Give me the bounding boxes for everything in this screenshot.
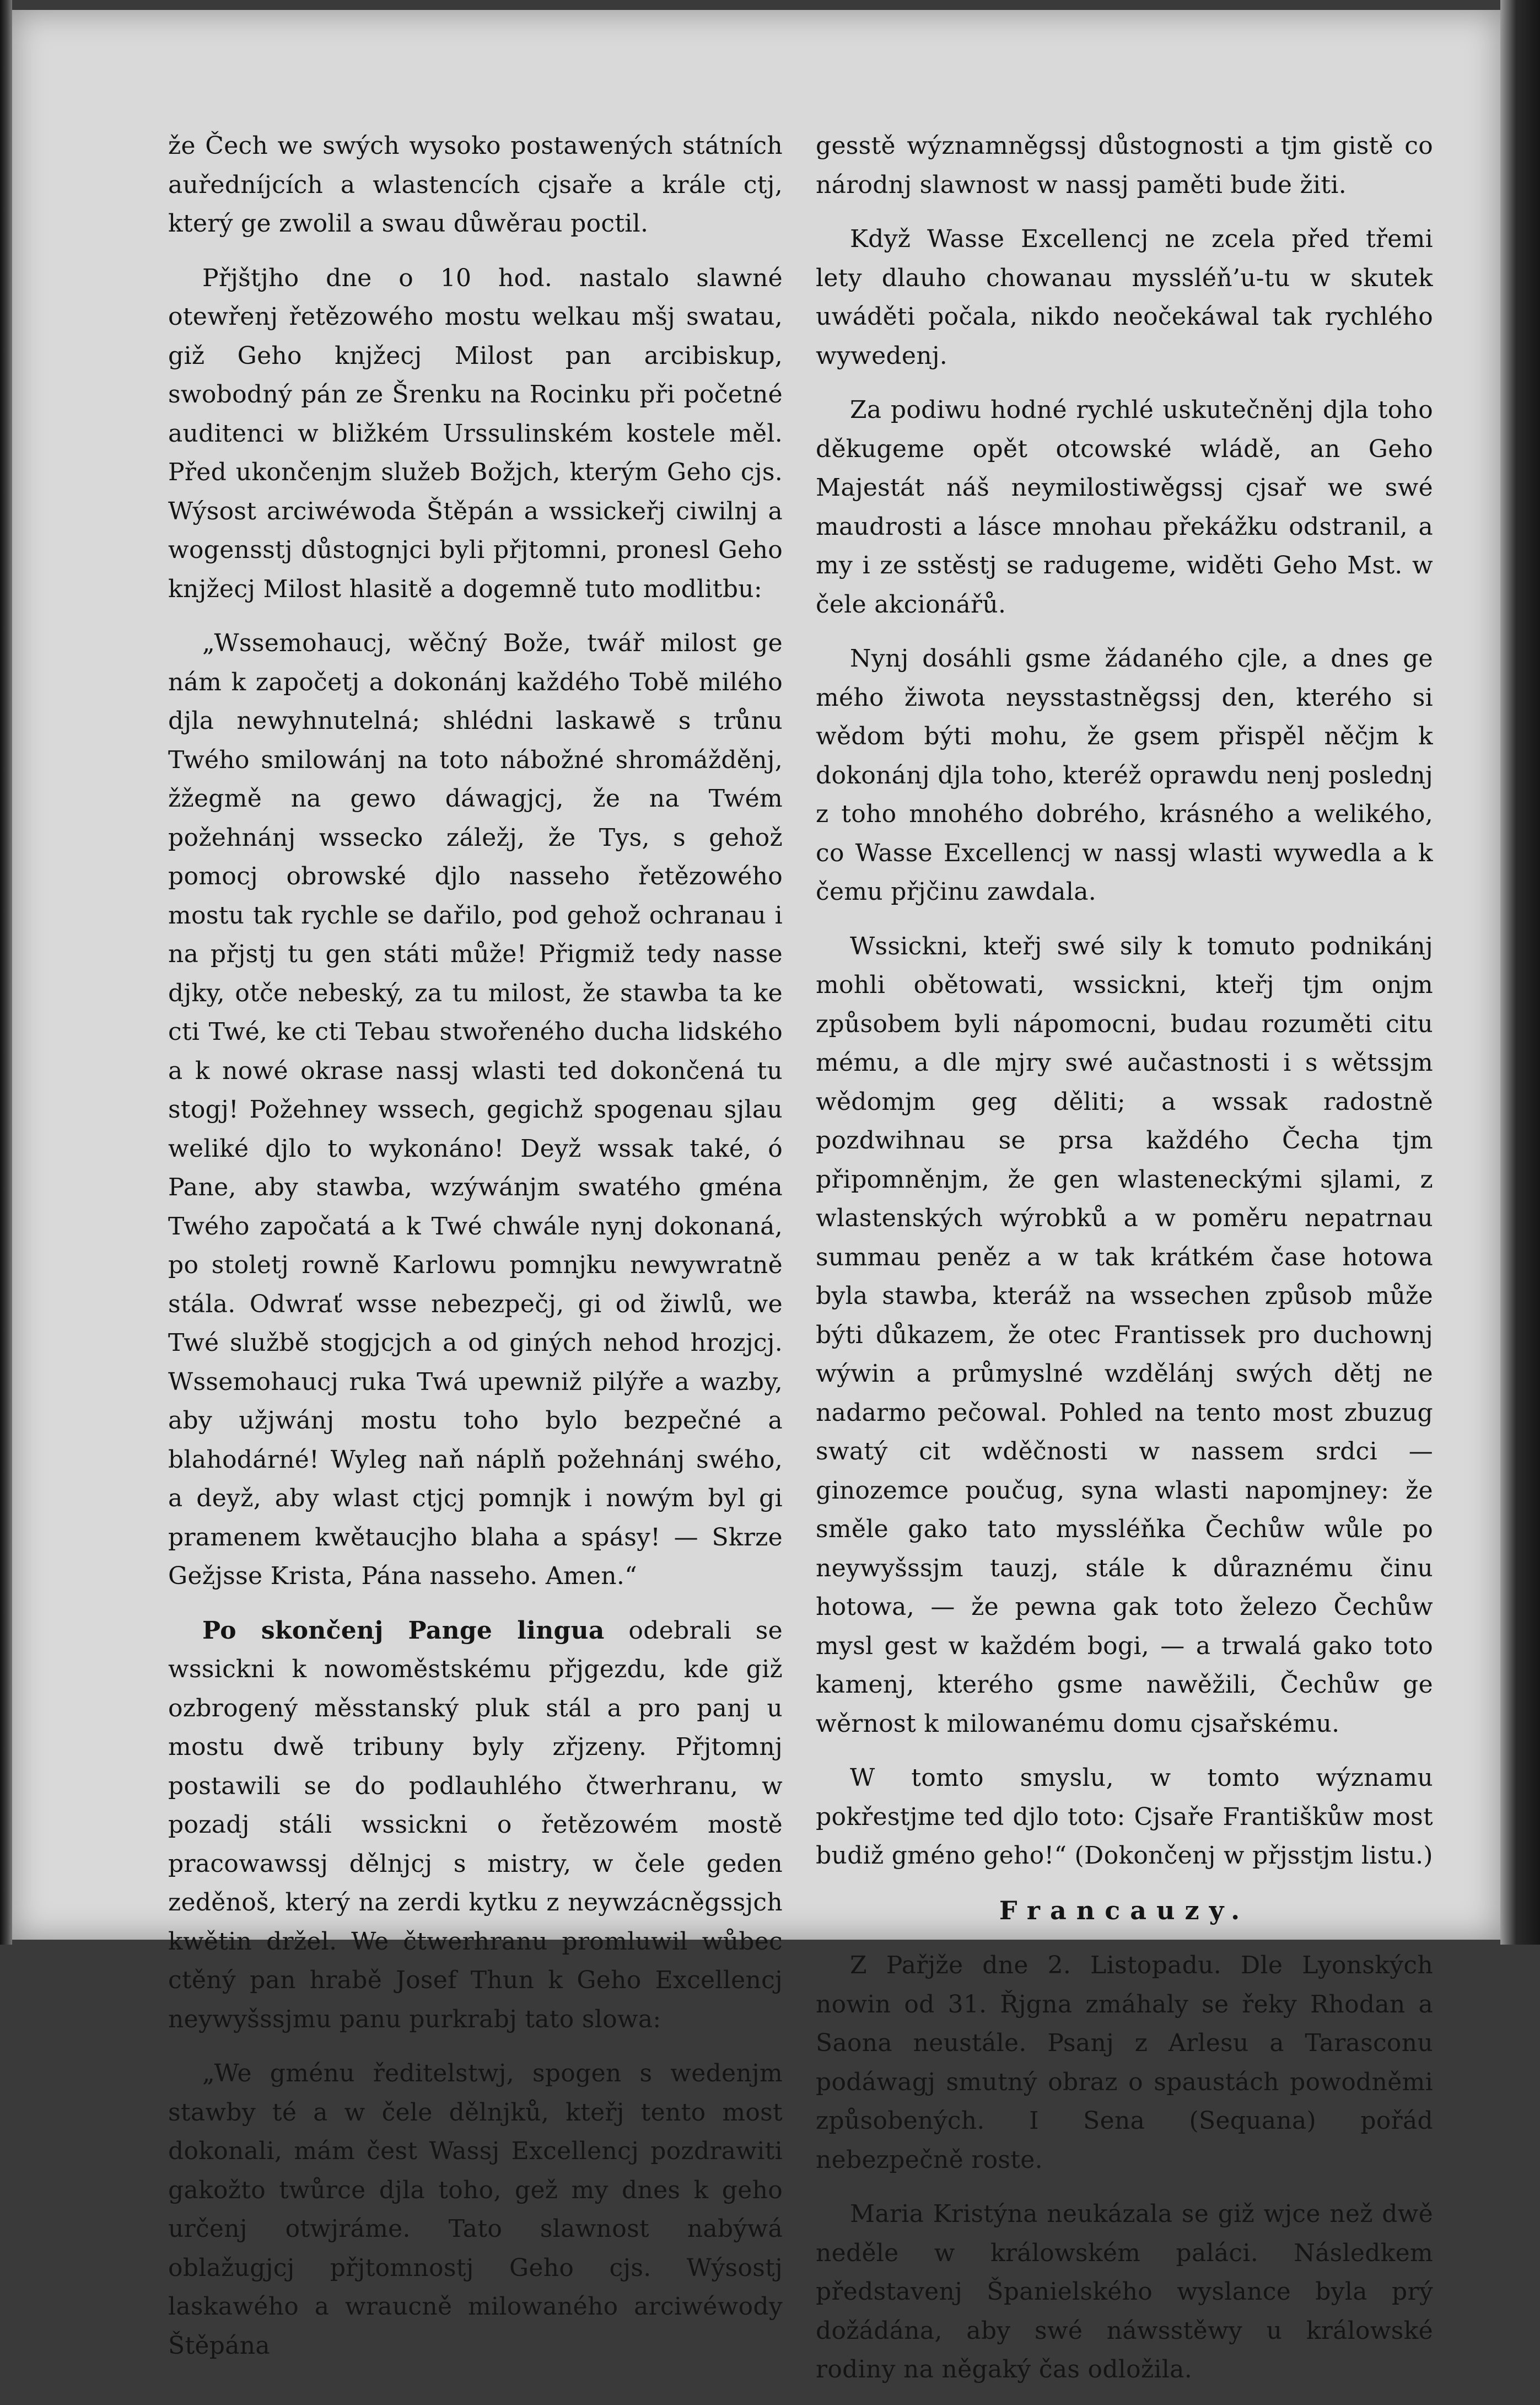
speech-paragraph: „We gménu ředitelstwj, spogen s wedenjm stawby té a w čele dělnjků, kteřj tento most dokonali, mám čest Wassj Excellencj pozdrawiti gakožto twůrce djla toho, gež my dnes k geho určenj otwjráme. Tato slawnost nabýwá oblažugjcj přjtomnostj Geho cjs. Wýsostj laskawého a wraucně milowaného arciwéwody Štěpána xyxy=(168,2059,783,2360)
paragraph: Wssickni, kteřj swé sily k tomuto podnikánj mohli obětowati, wssickni, kteřj tjm onjm způsobem byli nápomocni, budau rozuměti citu mému, a dle mjry swé aučastnosti i s wětssjm wědomjm geg děliti; a wssak radostně pozdwihnau se prsa každého Čecha tjm připomněnjm, že gen wlasteneckými sjlami, z wlastenských wýrobků a w poměru nepatrnau summau peněz a w tak krátkém čase hotowa byla stawba, kteráž na wssechen způsob může býti důkazem, že otec Frantissek pro duchownj wýwin a průmyslné wzdělánj swých dětj ne nadarmo pečowal. Pohled na tento most zbuzug swatý cit wděčnosti w nassem srdci — ginozemce poučug, syna wlasti napomjney: že směle gako tato myssléňka Čechůw wůle po neywyšssjm tauzj, stále k důraznému činu hotowa, — že pewna gak toto železo Čechůw mysl gest w každém bogi, — a trwalá gako toto kamenj, kterého gsme nawěžili, Čechůw ge wěrnost k milowanému domu cjsařskému. xyxy=(816,932,1433,1738)
paragraph: Za podiwu hodné rychlé uskutečněnj djla toho děkugeme opět otcowské wládě, an Geho Majestát náš neymilostiwěgssj cjsař we swé maudrosti a lásce mnohau překážku odstranil, a my i ze sstěstj se radugeme, widěti Geho Mst. w čele akcionářů. xyxy=(816,396,1433,619)
paragraph: Nynj dosáhli gsme žádaného cjle, a dnes ge mého žiwota neysstastněgssj den, kterého si wědom býti mohu, že gsem přispěl něčjm k dokonánj djla toho, kteréž oprawdu nenj poslednj z toho mnohého dobrého, krásného a welikého, co Wasse Excellencj w nassj wlasti wywedla a k čemu přjčinu zawdala. xyxy=(816,645,1433,906)
news-paragraph: Z Pařjže dne 2. Listopadu. Dle Lyonských nowin od 31. Řjgna zmáhaly se řeky Rhodan a Saona neustále. Psanj z Arlesu a Tarasconu podáwagj smutný obraz o spaustách powodněmi způsobených. I Sena (Sequana) pořád nebezpečně roste. xyxy=(816,1951,1433,2174)
paragraph: gesstě wýznamněgssj důstognosti a tjm gistě co národnj slawnost w nassj paměti bude žiti. xyxy=(816,132,1433,199)
paragraph: Přjštjho dne o 10 hod. nastalo slawné otewřenj řetězowého mostu welkau mšj swatau, giž Geho knjžecj Milost pan arcibiskup, swobodný pán ze Šrenku na Rocinku při početné auditenci w bližkém Urssulinském kostele měl. Před ukončenjm služeb Božjch, kterým Geho cjs. Wýsost arciwéwoda Štěpán a wssickeřj ciwilnj a wogensstj důstognjci byli přjtomni, pronesl Geho knjžecj Milost hlasitě a dogemně tuto modlitbu: xyxy=(168,264,783,603)
right-column xyxy=(816,127,1433,2405)
prayer-paragraph: „Wssemohaucj, wěčný Bože, twář milost ge nám k započetj a dokonánj každého Tobě milého djla newyhnutelná; shlédni laskawě s trůnu Twého smilowánj na toto nábožné shromážděnj, žžegmě na gewo dáwagjcj, že na Twém požehnánj wssecko záležj, že Tys, s gehož pomocj obrowské djlo nasseho řetězowého mostu tak rychle se dařilo, pod gehož ochranau i na přjstj tu gen státi může! Přigmiž tedy nasse djky, otče nebeský, za tu milost, že stawba ta ke cti Twé, ke cti Tebau stwořeného ducha lidského a k nowé okrase nassj wlasti ted dokončená tu stogj! Požehney wssech, gegichž spogenau sjlau weliké djlo to wykonáno! Deyž wssak také, ó Pane, aby stawba, wzýwánjm swatého gména Twého započatá a k Twé chwále nynj dokonaná, po stoletj rowně Karlowu pomnjku newywratně stála. Odwrať wsse nebezpečj, gi od žiwlů, we Twé službě stogjcjch a od giných nehod hrozjcj. Wssemohaucj ruka Twá upewniž pilýře a wazby, aby užjwánj mostu toho bylo bezpečné a blahodárné! Wyleg naň náplň požehnánj swého, a deyž, aby wlast ctjcj pomnjk i nowým byl gi pramenem kwětaucjho blaha a spásy! — Skrze Gežjsse Krista, Pána nasseho. Amen.“ xyxy=(168,629,783,1590)
paragraph xyxy=(168,1612,783,2039)
paragraph: že Čech we swých wysoko postawených státních auředníjcích a wlastencích cjsaře a krále ctj, který ge zwolil a swau důwěrau poctil. xyxy=(168,132,783,238)
news-paragraph: Maria Kristýna neukázala se giž wjce než dwě neděle w králowském paláci. Následkem představenj Španielského wyslance byla prý dožádána, aby swé náwsstěwy u králowské rodiny na něgaký čas odložila. xyxy=(816,2200,1433,2383)
left-column xyxy=(168,127,783,2381)
book-spine xyxy=(0,0,12,1945)
paragraph: Když Wasse Excellencj ne zcela před třemi lety dlauho chowanau myssléň’u-tu w skutek uwáděti počala, nikdo neočekáwal tak rychlého wywedenj. xyxy=(816,225,1433,370)
page-edge-shadow xyxy=(1500,0,1540,1945)
paragraph: W tomto smyslu, w tomto wýznamu pokřestjme ted djlo toto: Cjsaře Františkůw most budiž gméno geho!“ (Dokončenj w přjsstjm listu.) xyxy=(816,1764,1433,1870)
paragraph-text: odebrali se wssickni k nowoměstskému přjgezdu, kde giž ozbrogený měsstanský pluk stál a pro panj u mostu dwě tribuny byly zřjzeny. Přjtomnj postawili se do podlauhlého čtwerhranu, w pozadj stáli wssickni o řetězowém mostě pracowawssj dělnjcj s mistry, w čele geden zeděnoš, který na zerdi kytku z neywzácněgssjch kwětin držel. We čtwerhranu promluwil wůbec ctěný pan hrabě Josef Thun k Geho Excellencj neywyšssjmu panu purkrabj tato slowa: xyxy=(168,1616,783,2033)
bold-lead: Po skončenj Pange lingua xyxy=(202,1616,605,1645)
section-heading: Francauzy. xyxy=(999,1895,1250,1925)
